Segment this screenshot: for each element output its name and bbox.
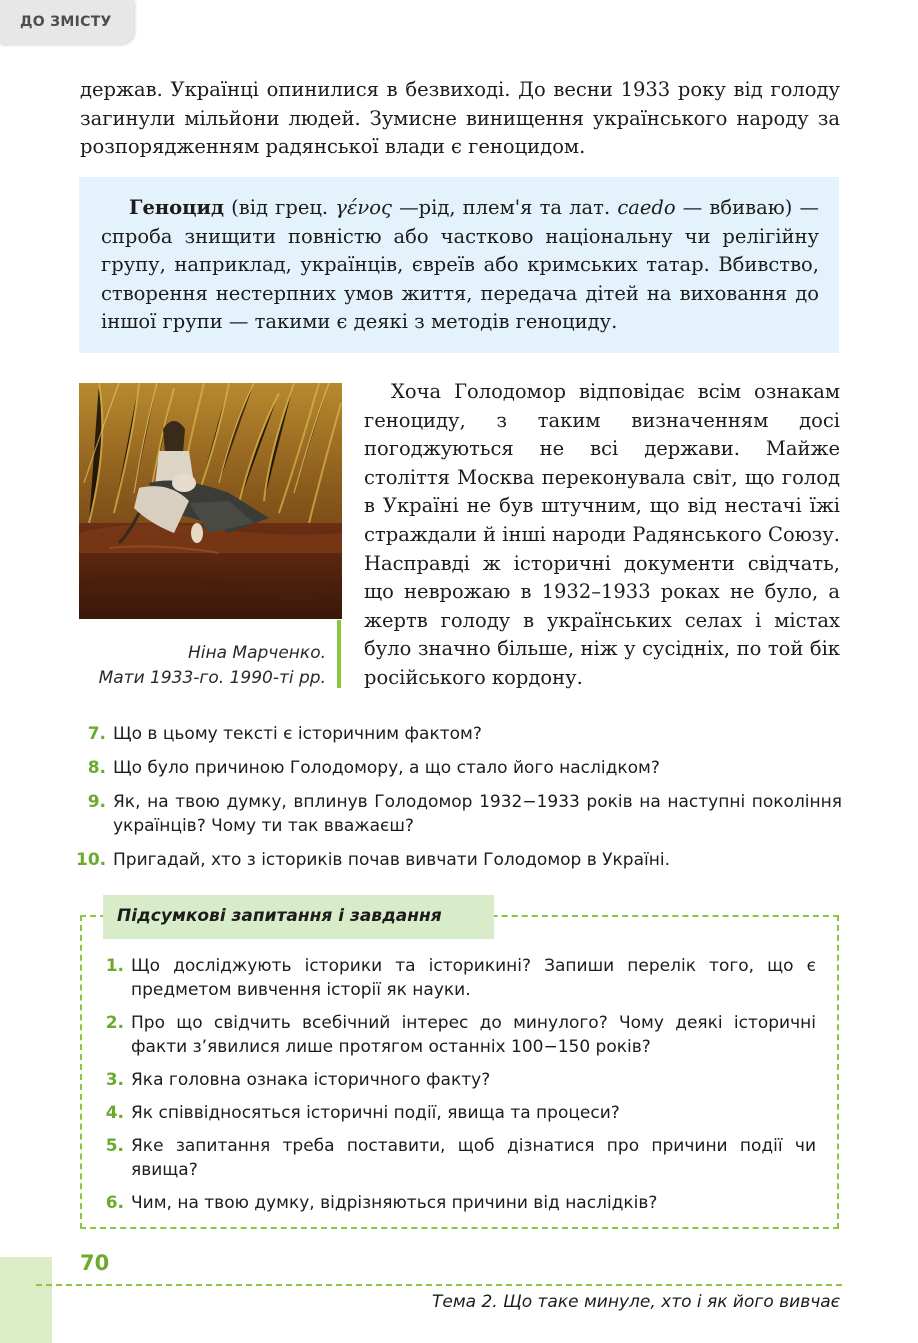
question-number: 8.: [87, 758, 106, 778]
summary-item-number: 3.: [105, 1070, 124, 1090]
summary-item-text: Про що свідчить всебічний інтерес до минулого? Чому деякі історичні факти з’явилися лише протягом останніх 100−150 років?: [131, 1013, 816, 1057]
summary-item-text: Яка головна ознака історичного факту?: [131, 1070, 491, 1090]
list-item: [76, 848, 842, 872]
page-number: 70: [80, 1251, 110, 1275]
summary-item-number: 6.: [105, 1193, 124, 1213]
definition-part3: — вбиваю) — спроба знищити повністю або частково національну чи релігійну групу, наприклад, українців, євреїв або кримських татар. Вбивство, створення нестерпних умов життя, передача дітей на виховання до іншої групи — такими є деякі з методів геноциду.: [101, 196, 819, 334]
list-item: [96, 1134, 816, 1182]
footer-section-title: Тема 2. Що таке минуле, хто і як його вивчає: [432, 1292, 840, 1312]
definition-term: Геноцид: [129, 196, 225, 219]
list-item: [76, 790, 842, 838]
summary-item-text: Що досліджують історики та історикині? Запиши перелік того, що є предметом вивчення історії як науки.: [131, 956, 816, 1000]
intro-paragraph: [80, 76, 840, 162]
list-item: [96, 954, 816, 1002]
definition-greek: γένος: [335, 196, 392, 219]
question-text: Що в цьому тексті є історичним фактом?: [113, 724, 482, 744]
summary-item-number: 2.: [105, 1013, 124, 1033]
definition-part1: (від грец.: [224, 196, 336, 219]
list-item: [96, 1068, 816, 1092]
list-item: [76, 722, 842, 746]
list-item: [96, 1011, 816, 1059]
question-number: 9.: [87, 792, 106, 812]
caption-title-line: Мати 1933-го. 1990-ті рр.: [98, 668, 326, 688]
definition-text: [101, 194, 819, 337]
page-side-strip: [0, 1257, 52, 1343]
question-number: 10.: [76, 850, 107, 870]
question-text: Пригадай, хто з істориків почав вивчати Голодомор в Україні.: [113, 850, 670, 870]
list-item: [96, 1101, 816, 1125]
questions-list: [76, 722, 842, 882]
caption-accent-bar: [337, 620, 341, 688]
definition-box: [79, 177, 839, 353]
intro-text: держав. Українці опинилися в безвиході. До весни 1933 року від голоду загинули мільйони людей. Зумисне винищення українського народу за розпорядженням радянської влади є геноцидом.: [80, 78, 840, 159]
summary-list: [96, 954, 816, 1224]
question-text: Як, на твою думку, вплинув Голодомор 1932−1933 років на наступні покоління українців? Чому ти так вважаєш?: [113, 792, 842, 836]
footer-divider: [36, 1284, 842, 1286]
caption-author-line: Ніна Марченко.: [187, 643, 326, 663]
summary-item-number: 5.: [105, 1136, 124, 1156]
list-item: [96, 1191, 816, 1215]
summary-item-text: Яке запитання треба поставити, щоб дізнатися про причини події чи явища?: [131, 1136, 816, 1180]
list-item: [76, 756, 842, 780]
summary-item-number: 1.: [105, 956, 124, 976]
side-text: Хоча Голодомор відповідає всім ознакам геноциду, з таким визначенням досі погоджуються не всі держави. Майже століття Москва переконувала світ, що голод в Україні не був штучним, що від нестачі їжі страждали й інші народи Радянського Союзу. Насправді ж історичні документи свідчать, що неврожаю в 1932–1933 роках не було, а жертв голоду в українських селах і містах було значно більше, ніж у сусідніх, по той бік російського кордону.: [364, 380, 840, 689]
summary-item-text: Як співвідносяться історичні події, явища та процеси?: [131, 1103, 620, 1123]
summary-title: Підсумкові запитання і завдання: [103, 895, 494, 939]
painting-image: [79, 383, 342, 619]
summary-item-number: 4.: [105, 1103, 124, 1123]
toc-button[interactable]: ДО ЗМІСТУ: [0, 0, 134, 44]
painting-illustration: [79, 383, 342, 619]
question-text: Що було причиною Голодомору, а що стало його наслідком?: [113, 758, 660, 778]
figure-caption: [60, 641, 326, 691]
definition-latin: caedo: [617, 196, 676, 219]
definition-part2: —рід, плем'я та лат.: [391, 196, 618, 219]
side-paragraph: [364, 378, 840, 693]
question-number: 7.: [87, 724, 106, 744]
summary-item-text: Чим, на твою думку, відрізняються причини від наслідків?: [131, 1193, 658, 1213]
